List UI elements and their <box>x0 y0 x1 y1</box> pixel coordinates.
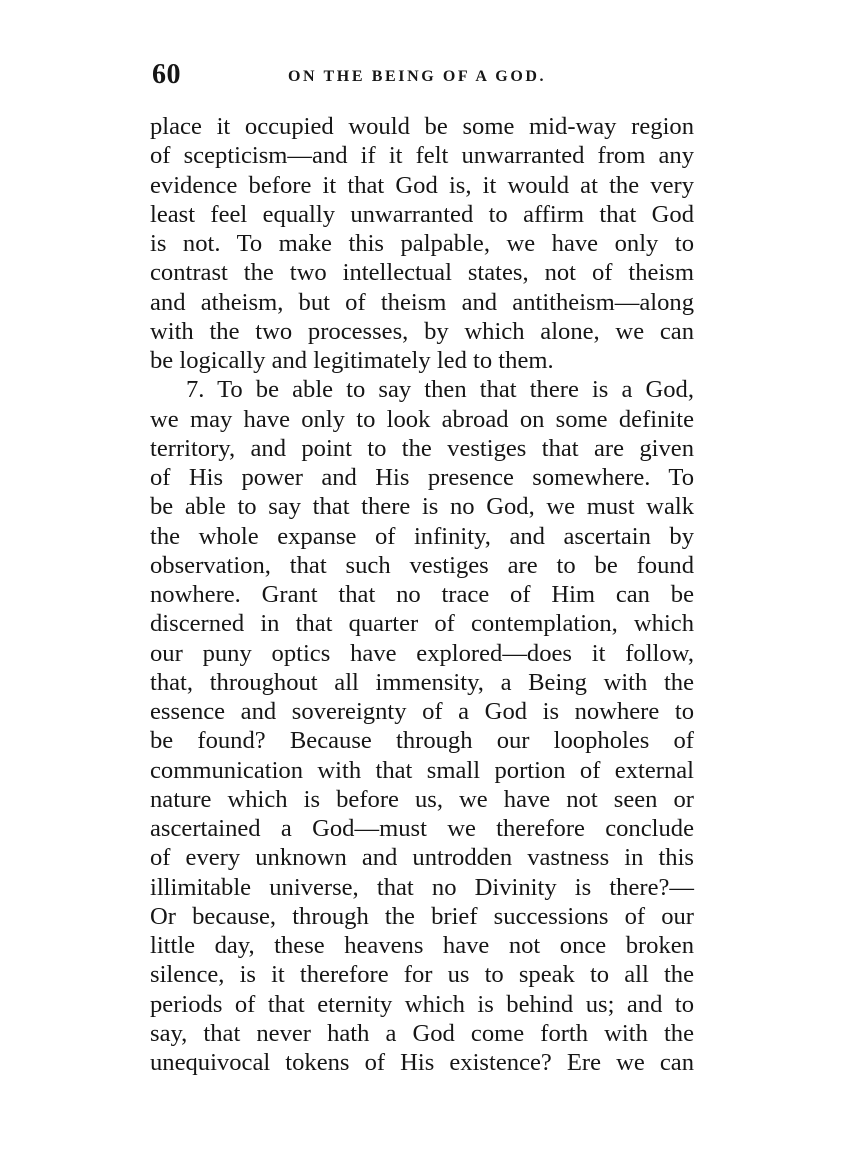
text-line: 7. To be able to say then that there is a God, <box>186 376 694 404</box>
text-line: least feel equally unwarranted to affirm that God <box>150 200 694 228</box>
text-line: unequivocal tokens of His existence? Ere we can <box>150 1049 694 1076</box>
text-line: of His power and His presence somewhere. To <box>150 464 694 491</box>
text-line: territory, and point to the vestiges that are given <box>150 434 694 462</box>
text-line: contrast the two intellectual states, not of theism <box>150 259 694 287</box>
text-line: we may have only to look abroad on some definite <box>150 405 694 433</box>
text-line: Or because, through the brief successions of our <box>150 902 694 930</box>
text-line: little day, these heavens have not once broken <box>150 932 694 959</box>
text-line: place it occupied would be some mid-way region <box>150 113 694 140</box>
text-line: essence and sovereignty of a God is nowhere to <box>150 698 694 725</box>
text-line: our puny optics have explored—does it follow, <box>150 639 694 667</box>
text-line: and atheism, but of theism and antitheism—along <box>150 288 694 316</box>
text-line: nowhere. Grant that no trace of Him can be <box>150 581 694 608</box>
text-line: with the two processes, by which alone, we can <box>150 317 694 345</box>
text-line: periods of that eternity which is behind us; and to <box>150 990 694 1018</box>
page-header <box>150 58 694 92</box>
text-line: that, throughout all immensity, a Being with the <box>150 668 694 696</box>
text-line: illimitable universe, that no Divinity is there?— <box>150 873 694 901</box>
text-line: of every unknown and untrodden vastness in this <box>150 844 694 872</box>
running-title: ON THE BEING OF A GOD. <box>288 68 547 85</box>
text-line: be found? Because through our loopholes of <box>150 727 694 755</box>
text-line: nature which is before us, we have not seen or <box>150 785 694 813</box>
text-line: of scepticism—and if it felt unwarranted from any <box>150 142 694 170</box>
book-page <box>150 58 694 1077</box>
text-line: is not. To make this palpable, we have only to <box>150 230 694 257</box>
text-line: silence, is it therefore for us to speak to all the <box>150 961 694 989</box>
text-line: be logically and legitimately led to them. <box>150 347 554 374</box>
text-line: discerned in that quarter of contemplation, which <box>150 610 694 638</box>
text-line: ascertained a God—must we therefore conclude <box>150 815 694 842</box>
text-line: the whole expanse of infinity, and ascertain by <box>150 522 694 550</box>
text-line: say, that never hath a God come forth with the <box>150 1019 694 1047</box>
page-number: 60 <box>152 59 181 90</box>
text-line: observation, that such vestiges are to be found <box>150 551 694 579</box>
text-line: evidence before it that God is, it would at the very <box>150 171 694 199</box>
text-line: be able to say that there is no God, we must walk <box>150 493 694 521</box>
text-line: communication with that small portion of external <box>150 756 694 784</box>
body-text <box>150 112 694 1077</box>
